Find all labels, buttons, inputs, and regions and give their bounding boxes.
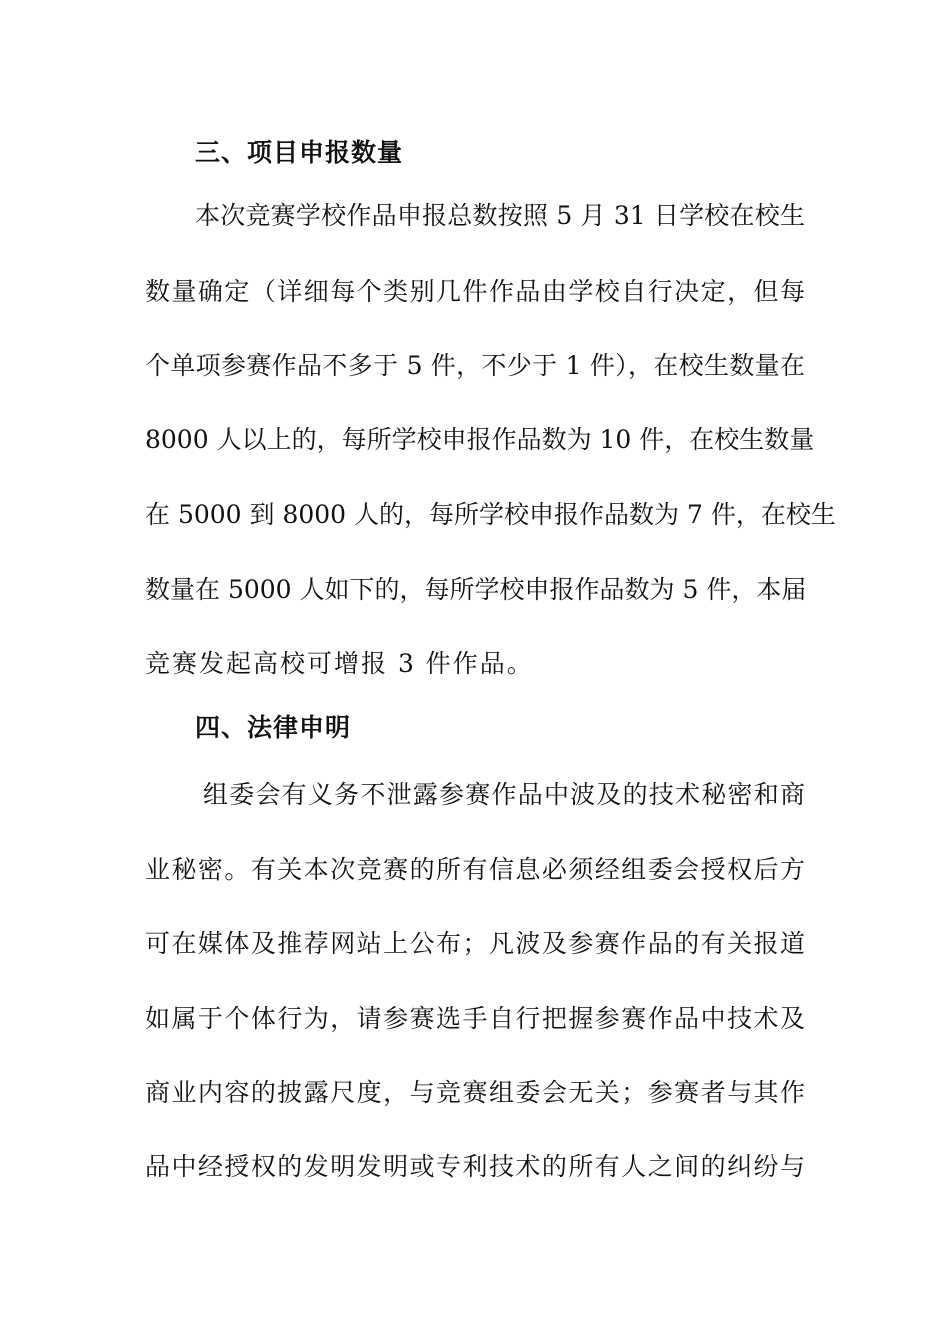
section-heading-project-quantity: 三、项目申报数量 <box>195 138 404 167</box>
paragraph-line: 本次竞赛学校作品申报总数按照 5 月 31 日学校在校生 <box>195 201 805 230</box>
section-heading-legal-statement: 四、法律申明 <box>195 713 352 742</box>
paragraph-line: 个单项参赛作品不多于 5 件，不少于 1 件），在校生数量在 <box>145 351 805 380</box>
paragraph-line: 可在媒体及推荐网站上公布；凡波及参赛作品的有关报道 <box>145 929 805 958</box>
paragraph-line: 业秘密。有关本次竞赛的所有信息必须经组委会授权后方 <box>145 855 805 884</box>
paragraph-line: 组委会有义务不泄露参赛作品中波及的技术秘密和商 <box>203 780 805 809</box>
paragraph-line: 在 5000 到 8000 人的，每所学校申报作品数为 7 件，在校生 <box>145 500 836 529</box>
paragraph-line: 数量确定（详细每个类别几件作品由学校自行决定，但每 <box>145 277 805 306</box>
paragraph-line: 商业内容的披露尺度，与竞赛组委会无关；参赛者与其作 <box>145 1078 805 1107</box>
paragraph-line: 数量在 5000 人如下的，每所学校申报作品数为 5 件，本届 <box>145 575 807 604</box>
paragraph-line: 8000 人以上的，每所学校申报作品数为 10 件，在校生数量 <box>145 425 815 454</box>
paragraph-line: 如属于个体行为，请参赛选手自行把握参赛作品中技术及 <box>145 1004 805 1033</box>
paragraph-line: 竞赛发起高校可增报 3 件作品。 <box>145 649 534 678</box>
paragraph-line: 品中经授权的发明发明或专利技术的所有人之间的纠纷与 <box>145 1152 805 1181</box>
